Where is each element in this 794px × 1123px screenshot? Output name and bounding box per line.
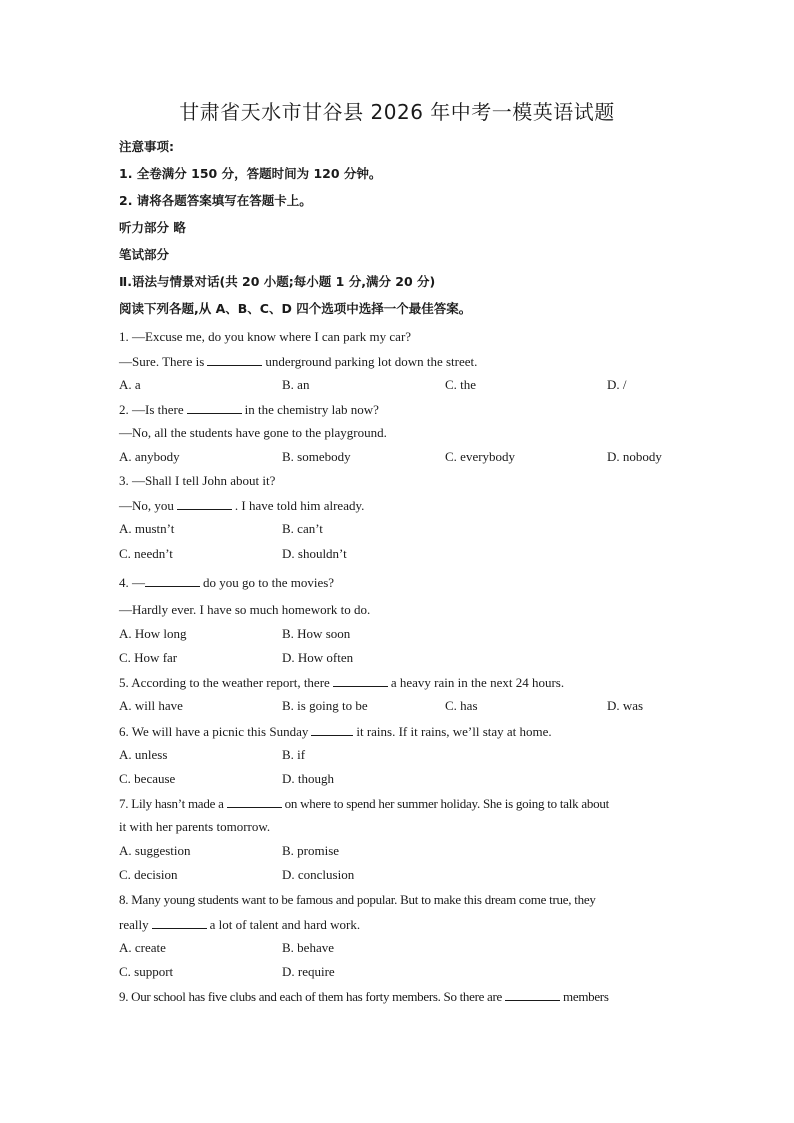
question-2-line-1: [119, 401, 675, 418]
text-segment: a lot of talent and hard work.: [209, 917, 361, 932]
answer-blank: [187, 401, 242, 414]
option-b: B. if: [282, 747, 306, 762]
written-section-label: 笔试部分: [119, 247, 170, 262]
text-segment: on where to spend her summer holiday. She is going to talk about: [284, 796, 609, 811]
text-segment: —Sure. There is: [119, 354, 205, 369]
question-8-line-1: 8. Many young students want to be famous and popular. But to make this dream come true, they: [119, 892, 596, 907]
option-c: C. has: [445, 698, 478, 713]
option-c: C. decision: [119, 867, 178, 882]
question-2-line-2: —No, all the students have gone to the playground.: [119, 425, 387, 440]
text-segment: members: [563, 989, 609, 1004]
option-b: B. How soon: [282, 626, 351, 641]
page-title: 甘肃省天水市甘谷县 2026 年中考一模英语试题: [179, 100, 615, 124]
option-b: B. promise: [282, 843, 340, 858]
section-instruction: 阅读下列各题,从 A、B、C、D 四个选项中选择一个最佳答案。: [119, 301, 472, 316]
option-a: A. unless: [119, 747, 168, 762]
question-4-line-1: [119, 574, 675, 591]
option-b: B. is going to be: [282, 698, 368, 713]
text-segment: do you go to the movies?: [203, 575, 335, 590]
notes-heading: 注意事项:: [119, 139, 174, 154]
option-c: C. the: [445, 377, 477, 392]
answer-blank: [207, 353, 262, 366]
option-d: D. shouldn’t: [282, 546, 347, 561]
option-d: D. nobody: [607, 449, 662, 464]
option-b: B. can’t: [282, 521, 323, 536]
text-segment: —No, you: [119, 498, 174, 513]
notes-item-2: 2. 请将各题答案填写在答题卡上。: [119, 193, 312, 208]
option-d: D. How often: [282, 650, 354, 665]
option-b: B. somebody: [282, 449, 351, 464]
answer-blank: [177, 497, 232, 510]
option-a: A. mustn’t: [119, 521, 175, 536]
option-c: C. needn’t: [119, 546, 173, 561]
question-3-line-1: 3. —Shall I tell John about it?: [119, 473, 276, 488]
text-segment: . I have told him already.: [234, 498, 365, 513]
text-segment: really: [119, 917, 149, 932]
text-segment: 6. We will have a picnic this Sunday: [119, 724, 309, 739]
question-4-line-2: —Hardly ever. I have so much homework to do.: [119, 602, 371, 617]
question-8-line-2: [119, 916, 675, 933]
option-a: A. a: [119, 377, 141, 392]
option-d: D. though: [282, 771, 334, 786]
option-d: D. /: [607, 377, 627, 392]
answer-blank: [311, 723, 353, 736]
question-6-line-1: [119, 723, 675, 740]
question-1-line-2: [119, 353, 675, 370]
listening-section-label: 听力部分 略: [119, 220, 186, 235]
option-c: C. everybody: [445, 449, 516, 464]
option-a: A. anybody: [119, 449, 180, 464]
answer-blank: [145, 574, 200, 587]
option-b: B. behave: [282, 940, 334, 955]
option-c: C. because: [119, 771, 176, 786]
text-segment: in the chemistry lab now?: [244, 402, 379, 417]
question-9-line-1: [119, 988, 675, 1005]
answer-blank: [227, 795, 282, 808]
text-segment: 4. —: [119, 575, 145, 590]
question-3-line-2: [119, 497, 675, 514]
text-segment: a heavy rain in the next 24 hours.: [390, 675, 565, 690]
text-segment: it rains. If it rains, we’ll stay at home.: [356, 724, 552, 739]
answer-blank: [152, 916, 207, 929]
question-5-line-1: [119, 674, 675, 691]
option-d: D. require: [282, 964, 335, 979]
answer-blank: [505, 988, 560, 1001]
answer-blank: [333, 674, 388, 687]
option-c: C. support: [119, 964, 174, 979]
section-heading: Ⅱ.语法与情景对话(共 20 小题;每小题 1 分,满分 20 分): [119, 274, 436, 289]
option-b: B. an: [282, 377, 310, 392]
question-7-line-1: [119, 795, 675, 812]
option-c: C. How far: [119, 650, 178, 665]
option-a: A. suggestion: [119, 843, 191, 858]
question-7-line-2: it with her parents tomorrow.: [119, 819, 271, 834]
option-a: A. How long: [119, 626, 187, 641]
option-a: A. create: [119, 940, 166, 955]
question-1-line-1: 1. —Excuse me, do you know where I can park my car?: [119, 329, 412, 344]
notes-item-1: 1. 全卷满分 150 分，答题时间为 120 分钟。: [119, 166, 382, 181]
option-a: A. will have: [119, 698, 183, 713]
text-segment: 7. Lily hasn’t made a: [119, 796, 224, 811]
text-segment: 2. —Is there: [119, 402, 184, 417]
text-segment: 9. Our school has five clubs and each of them has forty members. So there are: [119, 989, 503, 1004]
text-segment: 5. According to the weather report, there: [119, 675, 330, 690]
text-segment: underground parking lot down the street.: [265, 354, 478, 369]
option-d: D. conclusion: [282, 867, 355, 882]
option-d: D. was: [607, 698, 644, 713]
